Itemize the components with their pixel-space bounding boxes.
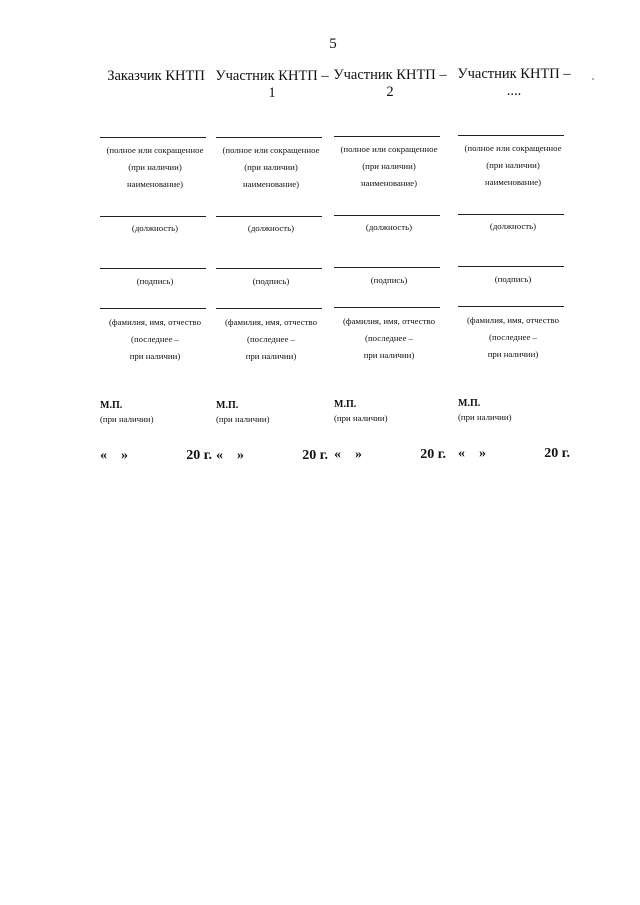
name-caption	[452, 140, 574, 191]
name-caption-line: (полное или сокращенное	[106, 145, 204, 155]
fio-caption-line: при наличии)	[129, 351, 181, 361]
fio-caption	[210, 314, 332, 365]
position-line	[100, 216, 206, 217]
stamp-label: М.П.	[458, 398, 481, 409]
name-caption-line: (при наличии)	[486, 160, 540, 170]
date-year: 20 г.	[186, 448, 212, 463]
fio-caption	[452, 312, 574, 363]
fio-caption-line: при наличии)	[487, 349, 539, 359]
date-quotes: « »	[458, 446, 486, 461]
stamp-label: М.П.	[100, 400, 123, 411]
stamp-note: (при наличии)	[216, 414, 270, 424]
name-caption	[210, 142, 332, 193]
name-caption-line: (при наличии)	[128, 162, 182, 172]
name-caption-line: (при наличии)	[244, 162, 298, 172]
scan-speck	[592, 78, 594, 80]
position-caption: (должность)	[131, 223, 179, 233]
fio-line	[216, 308, 322, 309]
fio-line	[458, 306, 564, 307]
name-caption-line: наименование)	[242, 179, 300, 189]
name-caption-line: наименование)	[484, 177, 542, 187]
date-quotes: « »	[216, 448, 244, 463]
column-title: Участник КНТП – 2	[333, 67, 447, 100]
signature-caption: (подпись)	[370, 275, 408, 285]
fio-caption	[328, 313, 450, 364]
signature-caption: (подпись)	[136, 276, 174, 286]
fio-caption-line: (последнее –	[365, 333, 413, 343]
fio-caption-line: при наличии)	[363, 350, 415, 360]
stamp-label: М.П.	[216, 400, 239, 411]
stamp-label: М.П.	[334, 399, 357, 410]
name-line	[334, 136, 440, 137]
signature-line	[458, 266, 564, 267]
column-title: Участник КНТП – ....	[457, 66, 571, 99]
page-number: 5	[329, 36, 337, 52]
date-year: 20 г.	[420, 447, 446, 462]
stamp-note: (при наличии)	[458, 412, 512, 422]
date-quotes: « »	[334, 447, 362, 462]
name-line	[216, 137, 322, 138]
fio-caption-line: (фамилия, имя, отчество	[109, 317, 201, 327]
signature-line	[216, 268, 322, 269]
name-caption-line: наименование)	[360, 178, 418, 188]
signature-caption: (подпись)	[252, 276, 290, 286]
name-caption	[94, 142, 216, 193]
fio-caption-line: (фамилия, имя, отчество	[343, 316, 435, 326]
date-quotes: « »	[100, 448, 128, 463]
date-year: 20 г.	[544, 446, 570, 461]
fio-caption	[94, 314, 216, 365]
column-title: Участник КНТП – 1	[215, 68, 329, 101]
stamp-note: (при наличии)	[100, 414, 154, 424]
name-line	[458, 135, 564, 136]
fio-caption-line: (фамилия, имя, отчество	[225, 317, 317, 327]
fio-line	[334, 307, 440, 308]
date-year: 20 г.	[302, 448, 328, 463]
position-line	[216, 216, 322, 217]
name-line	[100, 137, 206, 138]
position-line	[458, 214, 564, 215]
signature-line	[100, 268, 206, 269]
fio-caption-line: (фамилия, имя, отчество	[467, 315, 559, 325]
name-caption-line: (полное или сокращенное	[222, 145, 320, 155]
name-caption-line: (полное или сокращенное	[340, 144, 438, 154]
position-line	[334, 215, 440, 216]
column-title: Заказчик КНТП	[107, 68, 205, 84]
name-caption-line: (при наличии)	[362, 161, 416, 171]
stamp-note: (при наличии)	[334, 413, 388, 423]
name-caption-line: (полное или сокращенное	[464, 143, 562, 153]
fio-caption-line: при наличии)	[245, 351, 297, 361]
fio-caption-line: (последнее –	[131, 334, 179, 344]
position-caption: (должность)	[489, 221, 537, 231]
fio-line	[100, 308, 206, 309]
fio-caption-line: (последнее –	[247, 334, 295, 344]
name-caption-line: наименование)	[126, 179, 184, 189]
name-caption	[328, 141, 450, 192]
position-caption: (должность)	[365, 222, 413, 232]
fio-caption-line: (последнее –	[489, 332, 537, 342]
signature-caption: (подпись)	[494, 274, 532, 284]
signature-line	[334, 267, 440, 268]
position-caption: (должность)	[247, 223, 295, 233]
